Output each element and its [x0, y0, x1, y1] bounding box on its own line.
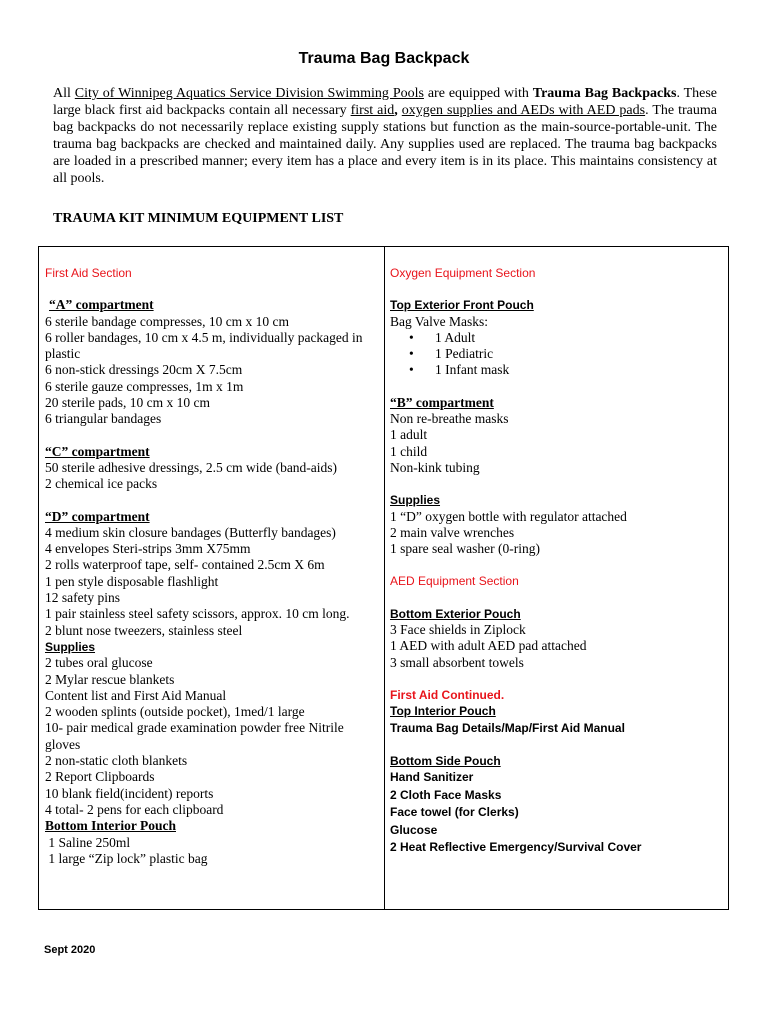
list-item: Hand Sanitizer — [390, 770, 474, 785]
list-item: 2 main valve wrenches — [390, 524, 515, 540]
list-item: 2 chemical ice packs — [45, 476, 158, 492]
list-item: 4 medium skin closure bandages (Butterfly bandages) — [45, 524, 336, 540]
first-aid-column — [45, 265, 375, 867]
list-item: 3 small absorbent towels — [390, 654, 524, 670]
list-item: 1 spare seal washer (0-ring) — [390, 541, 540, 557]
intro-text: are equipped with — [423, 86, 533, 101]
intro-underlined-text: first aid — [350, 103, 395, 118]
list-item: 4 envelopes Steri-strips 3mm X75mm — [45, 541, 251, 557]
list-item: Non-kink tubing — [390, 459, 480, 475]
list-item: 10- pair medical grade examination powder free Nitrile gloves — [45, 720, 344, 752]
footer-date: Sept 2020 — [44, 944, 96, 956]
list-item: 12 safety pins — [45, 590, 120, 606]
list-item: • 1 Adult — [435, 330, 720, 346]
list-item: Bag Valve Masks: — [390, 313, 488, 329]
list-item: 2 Heat Reflective Emergency/Survival Cover — [390, 840, 642, 855]
list-item: 2 Cloth Face Masks — [390, 787, 502, 802]
intro-bold-text: , — [394, 103, 398, 118]
list-item: 1 large “Zip lock” plastic bag — [45, 850, 208, 866]
intro-underlined-text: City of Winnipeg Aquatics Service Division Swimming Pools — [74, 86, 424, 101]
section-title: First Aid Continued. — [390, 687, 505, 702]
list-item: 4 total- 2 pens for each clipboard — [45, 801, 224, 817]
equipment-list-heading: TRAUMA KIT MINIMUM EQUIPMENT LIST — [53, 211, 344, 226]
intro-text: . The trauma bag backpacks do not necessarily replace existing supply stations but function as the main-source-portable-unit. The trauma bag backpacks are checked and maintained daily. Any supplies used are replaced. The trauma bag backpacks are loaded in a prescribed manner; every item has a place and every item is in its place. This maintains consistency at all pools. — [53, 103, 717, 186]
list-item: 20 sterile pads, 10 cm x 10 cm — [45, 395, 210, 411]
oxygen-aed-column — [390, 265, 720, 857]
list-item: 2 blunt nose tweezers, stainless steel — [45, 622, 243, 638]
intro-underlined-text: oxygen supplies and AEDs with AED pads — [401, 103, 646, 118]
list-item: 6 sterile bandage compresses, 10 cm x 10 cm — [45, 313, 290, 329]
list-item: 2 wooden splints (outside pocket), 1med/1 large — [45, 704, 305, 720]
list-item: 2 Mylar rescue blankets — [45, 671, 175, 687]
list-item: 2 non-static cloth blankets — [45, 753, 188, 769]
compartment-title: “C” compartment — [45, 443, 150, 459]
compartment-title: “D” compartment — [45, 508, 150, 524]
intro-paragraph — [53, 85, 717, 187]
compartment-title: “B” compartment — [390, 394, 494, 410]
list-item: 2 tubes oral glucose — [45, 655, 153, 671]
list-item: 1 “D” oxygen bottle with regulator attached — [390, 508, 627, 524]
list-item: 1 pen style disposable flashlight — [45, 573, 219, 589]
intro-text: All — [53, 86, 75, 101]
list-item: 6 sterile gauze compresses, 1m x 1m — [45, 378, 244, 394]
compartment-title: “A” compartment — [49, 297, 154, 313]
column-divider — [384, 247, 385, 909]
list-item: 6 triangular bandages — [45, 411, 162, 427]
compartment-title: Supplies — [390, 493, 441, 508]
list-item: 10 blank field(incident) reports — [45, 785, 214, 801]
bullet-list — [390, 330, 720, 379]
list-item: Face towel (for Clerks) — [390, 805, 519, 820]
intro-bold-text: Trauma Bag Backpacks — [532, 86, 677, 101]
list-item: Trauma Bag Details/Map/First Aid Manual — [390, 720, 625, 735]
intro-text: . These large black first aid backpacks contain all necessary — [53, 86, 718, 118]
compartment-title: Supplies — [45, 639, 96, 654]
list-item: Content list and First Aid Manual — [45, 687, 227, 703]
section-title: AED Equipment Section — [390, 574, 519, 589]
list-item: 6 roller bandages, 10 cm x 4.5 m, individually packaged in plastic — [45, 329, 363, 362]
compartment-title: Bottom Interior Pouch — [45, 818, 176, 834]
compartment-title: Top Exterior Front Pouch — [390, 298, 534, 313]
item-list — [45, 314, 375, 428]
list-item: 50 sterile adhesive dressings, 2.5 cm wide (band-aids) — [45, 459, 338, 475]
compartment-title: Top Interior Pouch — [390, 704, 496, 719]
list-item: 3 Face shields in Ziplock — [390, 622, 526, 638]
list-item: 2 rolls waterproof tape, self- contained 2.5cm X 6m — [45, 557, 325, 573]
section-title: First Aid Section — [45, 266, 132, 280]
list-item: 6 non-stick dressings 20cm X 7.5cm — [45, 362, 243, 378]
list-item: • 1 Infant mask — [435, 362, 720, 378]
list-item: • 1 Pediatric — [435, 346, 720, 362]
list-item: 1 pair stainless steel safety scissors, approx. 10 cm long. — [45, 606, 350, 622]
list-item: 1 AED with adult AED pad attached — [390, 638, 587, 654]
list-item: Non re-breathe masks — [390, 411, 509, 427]
list-item: 1 adult — [390, 427, 428, 443]
list-item: 1 Saline 250ml — [45, 834, 131, 850]
compartment-title: Bottom Side Pouch — [390, 754, 501, 769]
compartment-title: Bottom Exterior Pouch — [390, 606, 521, 621]
section-title: Oxygen Equipment Section — [390, 266, 536, 280]
list-item: 1 child — [390, 443, 428, 459]
page-title: Trauma Bag Backpack — [298, 50, 470, 67]
list-item: 2 Report Clipboards — [45, 769, 155, 785]
equipment-table — [38, 246, 729, 910]
list-item: Glucose — [390, 822, 438, 837]
